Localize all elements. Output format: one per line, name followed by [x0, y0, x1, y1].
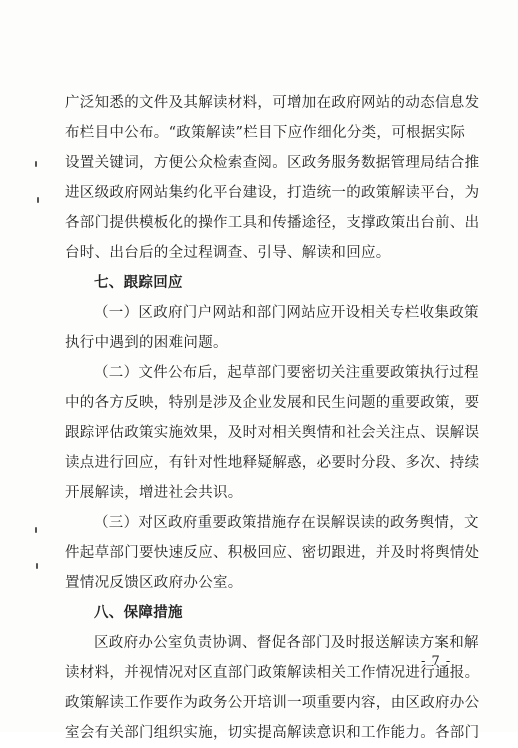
text-line: （二）文件公布后，起草部门要密切关注重要政策执行过程	[94, 365, 479, 381]
section-7-item-1	[65, 298, 479, 358]
section-8-paragraph	[65, 628, 480, 748]
binding-mark	[36, 563, 38, 569]
text-line: 开展解读，增进社会共识。	[65, 485, 243, 501]
text-line: 执行中遇到的困难问题。	[65, 335, 228, 351]
text-line: 读材料，并视情况对区直部门政策解读相关工作情况进行通报。	[65, 665, 480, 681]
text-line: 广泛知悉的文件及其解读材料，可增加在政府网站的动态信息发	[65, 95, 480, 111]
paragraph-intro	[65, 88, 480, 268]
text-line: 室会有关部门组织实施，切实提高解读意识和工作能力。各部门	[65, 725, 480, 741]
text-line: 政策解读工作要作为政务公开培训一项重要内容，由区政府办公	[65, 695, 480, 711]
page-number: - 7 -	[421, 654, 452, 669]
text-line: （一）区政府门户网站和部门网站应开设相关专栏收集政策	[94, 305, 479, 321]
text-line: 件起草部门要快速反应、积极回应、密切跟进，并及时将舆情处	[65, 545, 480, 561]
text-line: 读点进行回应，有针对性地释疑解惑，必要时分段、多次、持续	[65, 455, 480, 471]
binding-mark	[37, 197, 39, 203]
text-line: （三）对区政府重要政策措施存在误解误读的政务舆情，文	[94, 515, 479, 531]
text-line: 置情况反馈区政府办公室。	[65, 575, 243, 591]
section-heading-safeguard-measures: 八、保障措施	[94, 605, 183, 621]
text-line: 跟踪评估政策实施效果，及时对相关舆情和社会关注点、误解误	[65, 425, 480, 441]
text-line: 设置关键词，方便公众检索查阅。区政务服务数据管理局结合推	[65, 155, 480, 171]
text-line: 布栏目中公布。“政策解读”栏目下应作细化分类，可根据实际	[65, 125, 466, 141]
binding-mark	[35, 527, 37, 533]
text-line: 中的各方反映，特别是涉及企业发展和民生问题的重要政策，要	[65, 395, 480, 411]
text-line: 各部门提供模板化的操作工具和传播途径，支撑政策出台前、出	[65, 215, 480, 231]
text-line: 台时、出台后的全过程调查、引导、解读和回应。	[65, 245, 391, 261]
document-body	[65, 88, 480, 748]
section-7-item-2	[65, 358, 480, 508]
section-heading-tracking-response: 七、跟踪回应	[94, 275, 183, 291]
binding-mark	[35, 161, 37, 167]
section-7-item-3	[65, 508, 480, 598]
text-line: 进区级政府网站集约化平台建设，打造统一的政策解读平台，为	[65, 185, 480, 201]
text-line: 区政府办公室负责协调、督促各部门及时报送解读方案和解	[94, 635, 479, 651]
